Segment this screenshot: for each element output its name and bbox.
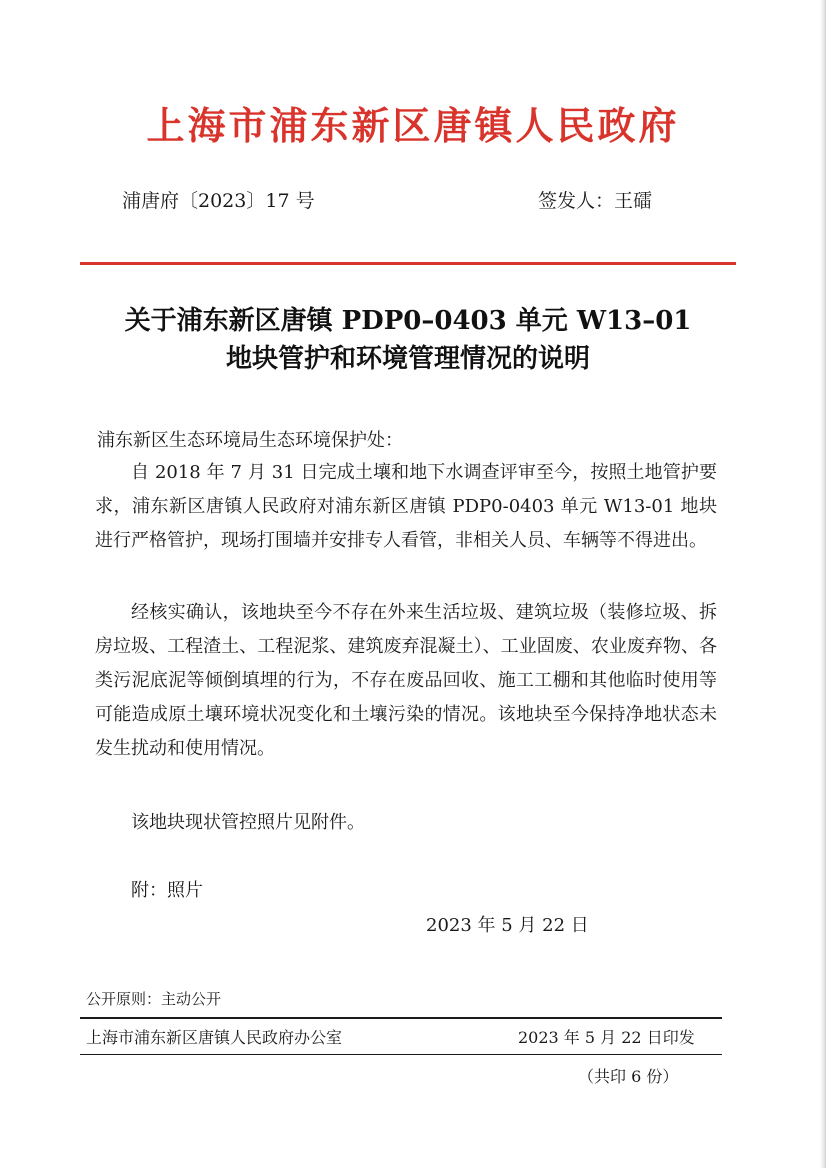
body-paragraph-3: 该地块现状管控照片见附件。	[131, 812, 365, 833]
scan-edge-shadow	[820, 0, 826, 1168]
signing-date: 2023 年 5 月 22 日	[426, 915, 589, 936]
issuing-office: 上海市浦东新区唐镇人民政府办公室	[86, 1028, 343, 1047]
document-title-line-2: 地块管护和环境管理情况的说明	[225, 344, 590, 374]
signer: 签发人：王礌	[538, 190, 653, 212]
issuer-header-title: 上海市浦东新区唐镇人民政府	[146, 103, 680, 148]
body-paragraph-2: 经核实确认，该地块至今不存在外来生活垃圾、建筑垃圾（装修垃圾、拆房垃圾、工程渣土、工程泥浆、建筑废弃混凝土）、工业固废、农业废弃物、各类污泥底泥等倾倒填埋的行为，不存在废品回收、施工工棚和其他临时使用等可能造成原土壤环境状况变化和土壤污染的情况。该地块至今保持净地状态未发生扰动和使用情况。	[95, 602, 717, 759]
footer-divider-bottom	[80, 1054, 722, 1055]
body-paragraph-1: 自 2018 年 7 月 31 日完成土壤和地下水调查评审至今，按照土地管护要求，浦东新区唐镇人民政府对浦东新区唐镇 PDP0-0403 单元 W13-01 地块进行严格管护，现场打围墙并安排专人看管，非相关人员、车辆等不得进出。	[95, 462, 717, 551]
document-title	[90, 302, 726, 378]
footer-divider-top	[80, 1017, 722, 1019]
attachment-note: 附：照片	[131, 880, 203, 901]
document-title-line-1: 关于浦东新区唐镇 PDP0–0403 单元 W13–01	[124, 306, 692, 336]
print-copies: （共印 6 份）	[578, 1067, 679, 1086]
salutation: 浦东新区生态环境局生态环境保护处：	[97, 430, 403, 451]
disclosure-principle: 公开原则：主动公开	[86, 990, 222, 1008]
issue-date: 2023 年 5 月 22 日印发	[518, 1028, 695, 1047]
red-divider	[80, 262, 736, 265]
document-number: 浦唐府〔2023〕17 号	[122, 190, 315, 212]
